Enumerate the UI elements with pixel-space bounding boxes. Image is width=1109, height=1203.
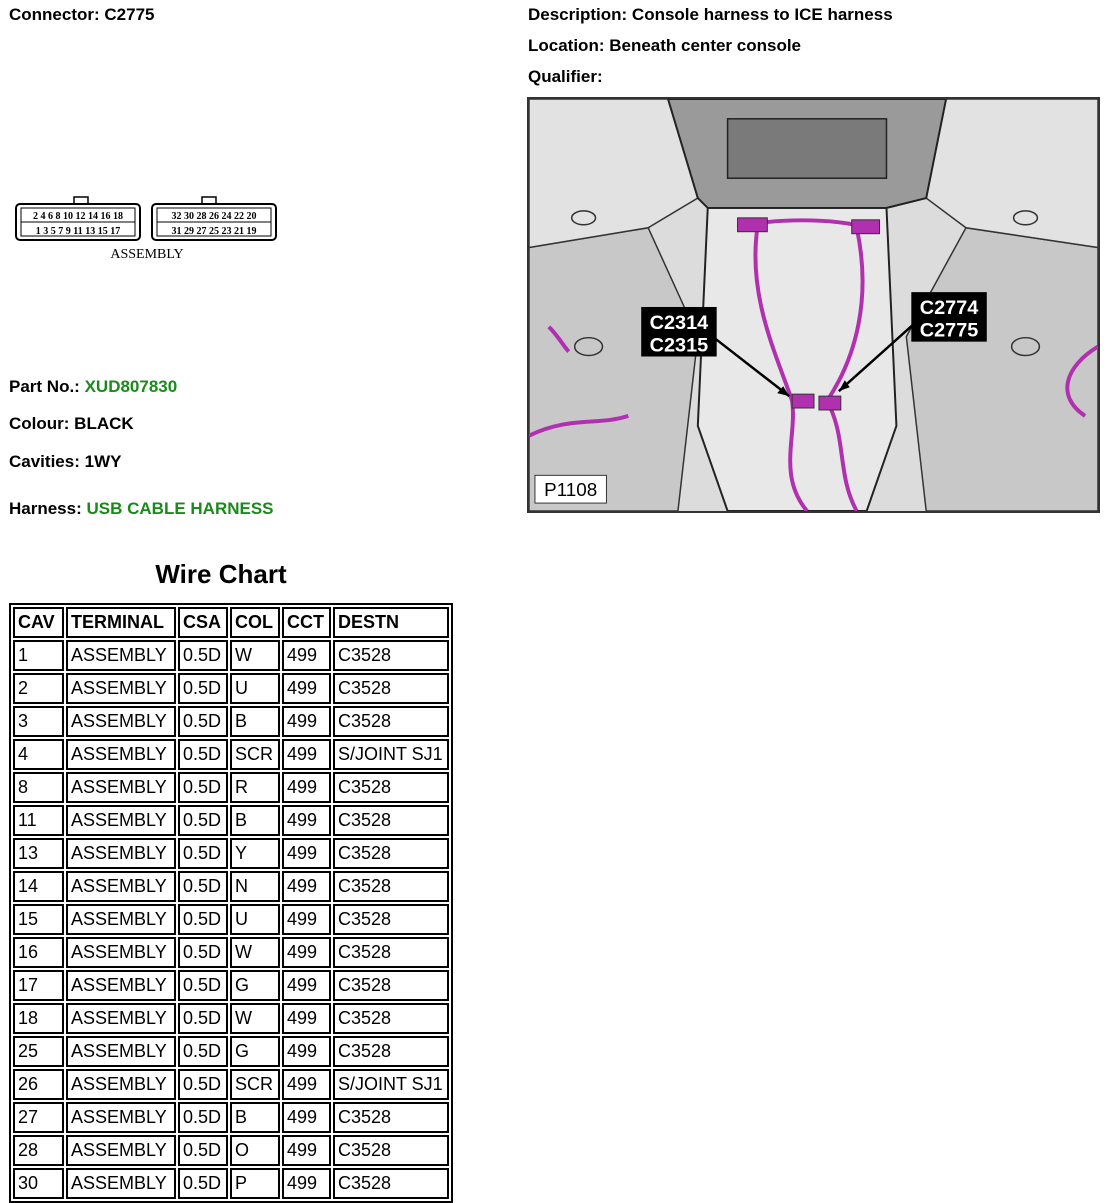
cell-csa: 0.5D (178, 871, 228, 902)
cell-csa: 0.5D (178, 1069, 228, 1100)
harness-label (9, 499, 274, 519)
cell-col: B (230, 805, 280, 836)
cell-cct: 499 (282, 937, 331, 968)
right-top-pins: 32 30 28 26 24 22 20 (171, 211, 257, 222)
table-row (13, 772, 449, 803)
cell-col: W (230, 937, 280, 968)
cell-csa: 0.5D (178, 673, 228, 704)
center-tunnel (698, 208, 897, 511)
cell-cct: 499 (282, 772, 331, 803)
cell-col: R (230, 772, 280, 803)
cell-destn: C3528 (333, 904, 449, 935)
header-csa: CSA (178, 607, 228, 638)
cell-csa: 0.5D (178, 1003, 228, 1034)
table-row (13, 970, 449, 1001)
cell-cav: 27 (13, 1102, 64, 1133)
table-row (13, 1069, 449, 1100)
cell-destn: S/JOINT SJ1 (333, 739, 449, 770)
table-row (13, 805, 449, 836)
cell-terminal: ASSEMBLY (66, 871, 176, 902)
cavities-label (9, 452, 121, 472)
cell-col: B (230, 1102, 280, 1133)
cell-col: B (230, 706, 280, 737)
table-row (13, 739, 449, 770)
colour-value: BLACK (74, 414, 134, 433)
cell-csa: 0.5D (178, 1102, 228, 1133)
cell-cct: 499 (282, 904, 331, 935)
cell-cct: 499 (282, 838, 331, 869)
cell-csa: 0.5D (178, 805, 228, 836)
table-header-row (13, 607, 449, 638)
right-bottom-pins: 31 29 27 25 23 21 19 (171, 226, 257, 237)
connector-label (9, 5, 155, 25)
cell-col: Y (230, 838, 280, 869)
cell-destn: C3528 (333, 1003, 449, 1034)
console-recess (728, 119, 887, 178)
cell-cct: 499 (282, 640, 331, 671)
cell-destn: S/JOINT SJ1 (333, 1069, 449, 1100)
qualifier-label (528, 67, 603, 87)
cell-terminal: ASSEMBLY (66, 1003, 176, 1034)
table-row (13, 871, 449, 902)
cell-destn: C3528 (333, 772, 449, 803)
connector-value: C2775 (104, 5, 155, 24)
cell-cct: 499 (282, 706, 331, 737)
callout-right-line2: C2775 (919, 319, 979, 342)
cell-destn: C3528 (333, 838, 449, 869)
cell-cav: 14 (13, 871, 64, 902)
cell-destn: C3528 (333, 706, 449, 737)
cell-cct: 499 (282, 871, 331, 902)
location-illustration (527, 97, 1100, 513)
cell-col: W (230, 1003, 280, 1034)
cell-cct: 499 (282, 1102, 331, 1133)
face-view-caption: ASSEMBLY (110, 247, 184, 262)
wire-chart-table (9, 603, 453, 1203)
cell-cav: 15 (13, 904, 64, 935)
cell-destn: C3528 (333, 640, 449, 671)
cell-cav: 3 (13, 706, 64, 737)
cell-csa: 0.5D (178, 937, 228, 968)
header-terminal: TERMINAL (66, 607, 176, 638)
harness-link[interactable]: USB CABLE HARNESS (86, 499, 274, 518)
cell-cav: 25 (13, 1036, 64, 1067)
cell-cav: 2 (13, 673, 64, 704)
left-bottom-pins: 1 3 5 7 9 11 13 15 17 (35, 226, 121, 237)
cell-destn: C3528 (333, 937, 449, 968)
part-number-label-text: Part No.: (9, 377, 80, 396)
cell-cct: 499 (282, 1069, 331, 1100)
left-top-pins: 2 4 6 8 10 12 14 16 18 (33, 211, 123, 222)
cell-csa: 0.5D (178, 838, 228, 869)
part-number-link[interactable]: XUD807830 (84, 377, 178, 396)
cell-terminal: ASSEMBLY (66, 1036, 176, 1067)
cell-cav: 13 (13, 838, 64, 869)
right-connector-block (152, 197, 276, 240)
cell-cct: 499 (282, 739, 331, 770)
location-label-text: Location: (528, 36, 605, 55)
table-row (13, 640, 449, 671)
colour-label-text: Colour: (9, 414, 70, 433)
callout-right-line1: C2774 (919, 296, 979, 319)
left-connector-block (16, 197, 140, 240)
cell-col: SCR (230, 1069, 280, 1100)
cell-terminal: ASSEMBLY (66, 805, 176, 836)
connector-face-diagram (12, 195, 284, 270)
table-row (13, 1135, 449, 1166)
figure-id-box (535, 475, 606, 503)
cell-terminal: ASSEMBLY (66, 1135, 176, 1166)
harness-connector (738, 218, 768, 232)
harness-label-text: Harness: (9, 499, 82, 518)
cell-csa: 0.5D (178, 1036, 228, 1067)
cell-destn: C3528 (333, 1036, 449, 1067)
cell-col: SCR (230, 739, 280, 770)
cell-cct: 499 (282, 970, 331, 1001)
table-row (13, 1036, 449, 1067)
cell-csa: 0.5D (178, 772, 228, 803)
table-row (13, 1168, 449, 1199)
figure-id: P1108 (544, 479, 598, 501)
cell-terminal: ASSEMBLY (66, 937, 176, 968)
cell-col: P (230, 1168, 280, 1199)
cell-csa: 0.5D (178, 1168, 228, 1199)
cell-cav: 28 (13, 1135, 64, 1166)
cell-cav: 17 (13, 970, 64, 1001)
description-label (528, 5, 893, 25)
cell-csa: 0.5D (178, 706, 228, 737)
cell-col: O (230, 1135, 280, 1166)
cell-cav: 11 (13, 805, 64, 836)
table-row (13, 1102, 449, 1133)
cell-destn: C3528 (333, 673, 449, 704)
cell-col: G (230, 970, 280, 1001)
cell-terminal: ASSEMBLY (66, 1168, 176, 1199)
cell-csa: 0.5D (178, 640, 228, 671)
cell-terminal: ASSEMBLY (66, 838, 176, 869)
cell-cav: 8 (13, 772, 64, 803)
cell-cct: 499 (282, 1168, 331, 1199)
callout-left-line2: C2315 (649, 334, 709, 357)
cell-terminal: ASSEMBLY (66, 772, 176, 803)
cell-cav: 30 (13, 1168, 64, 1199)
harness-connector (792, 394, 814, 408)
cell-csa: 0.5D (178, 1135, 228, 1166)
cell-col: G (230, 1036, 280, 1067)
cell-csa: 0.5D (178, 904, 228, 935)
cell-col: N (230, 871, 280, 902)
cell-col: W (230, 640, 280, 671)
cell-terminal: ASSEMBLY (66, 673, 176, 704)
cell-destn: C3528 (333, 1135, 449, 1166)
cell-col: U (230, 673, 280, 704)
cell-terminal: ASSEMBLY (66, 640, 176, 671)
qualifier-label-text: Qualifier: (528, 67, 603, 86)
cell-destn: C3528 (333, 805, 449, 836)
cell-cct: 499 (282, 1003, 331, 1034)
cell-destn: C3528 (333, 1102, 449, 1133)
cell-csa: 0.5D (178, 970, 228, 1001)
table-row (13, 904, 449, 935)
header-destn: DESTN (333, 607, 449, 638)
cell-cct: 499 (282, 1135, 331, 1166)
harness-connector (819, 396, 841, 410)
description-value: Console harness to ICE harness (631, 5, 893, 24)
header-cct: CCT (282, 607, 331, 638)
cell-cct: 499 (282, 805, 331, 836)
header-cav: CAV (13, 607, 64, 638)
cavities-label-text: Cavities: (9, 452, 80, 471)
location-value: Beneath center console (609, 36, 802, 55)
cell-terminal: ASSEMBLY (66, 1102, 176, 1133)
description-label-text: Description: (528, 5, 628, 24)
colour-label (9, 414, 134, 434)
wire-chart-body (13, 640, 449, 1199)
cell-terminal: ASSEMBLY (66, 904, 176, 935)
cell-cav: 16 (13, 937, 64, 968)
cell-cav: 26 (13, 1069, 64, 1100)
cell-cct: 499 (282, 1036, 331, 1067)
wire-chart-title: Wire Chart (155, 559, 287, 589)
table-row (13, 1003, 449, 1034)
cell-cav: 1 (13, 640, 64, 671)
table-row (13, 706, 449, 737)
cell-cct: 499 (282, 673, 331, 704)
header-col: COL (230, 607, 280, 638)
connector-label-text: Connector: (9, 5, 100, 24)
cavities-value: 1WY (84, 452, 122, 471)
cell-terminal: ASSEMBLY (66, 1069, 176, 1100)
cell-destn: C3528 (333, 970, 449, 1001)
part-number-label (9, 377, 177, 397)
cell-csa: 0.5D (178, 739, 228, 770)
cell-destn: C3528 (333, 871, 449, 902)
cell-cav: 18 (13, 1003, 64, 1034)
cell-terminal: ASSEMBLY (66, 739, 176, 770)
cell-destn: C3528 (333, 1168, 449, 1199)
table-row (13, 838, 449, 869)
location-label (528, 36, 801, 56)
cell-col: U (230, 904, 280, 935)
cell-terminal: ASSEMBLY (66, 706, 176, 737)
cell-cav: 4 (13, 739, 64, 770)
table-row (13, 673, 449, 704)
table-row (13, 937, 449, 968)
harness-connector (852, 220, 880, 234)
cell-terminal: ASSEMBLY (66, 970, 176, 1001)
callout-left-line1: C2314 (649, 311, 709, 334)
